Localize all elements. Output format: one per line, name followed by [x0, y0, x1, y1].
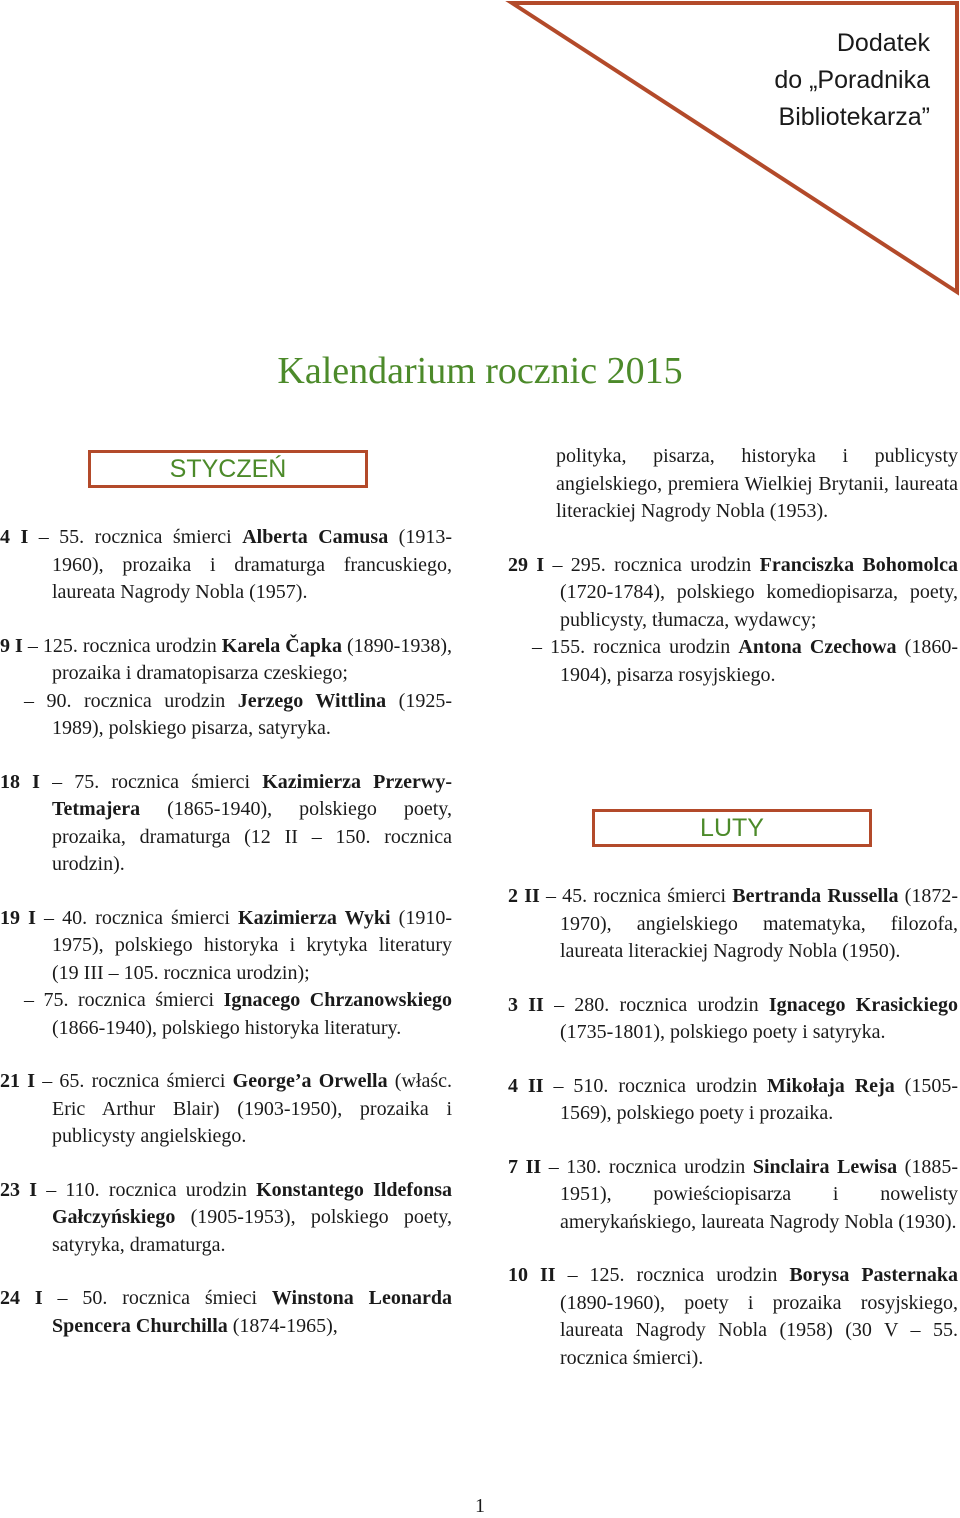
entry-description: (1885-1951), powieściopisarza i nowelisty amerykańskiego, laureata Nagrody Nobla (1930). — [560, 1155, 958, 1233]
entry-prefix: – 155. rocznica urodzin — [532, 636, 739, 658]
supplement-label — [730, 25, 930, 136]
entry-person: Winstona Leonarda Spencera Churchilla — [52, 1287, 453, 1337]
entry-date: 4 I — [0, 526, 29, 548]
entry-29-I — [508, 552, 958, 690]
entry-prefix: – 280. rocznica urodzin — [554, 993, 769, 1016]
entry-prefix: – 295. rocznica urodzin — [552, 553, 760, 576]
entry-prefix: – 75. rocznica śmierci — [52, 770, 263, 793]
entry-description: (1865-1940), polskiego poety, prozaika, dramaturga (12 II – 150. rocznica urodzin). — [52, 798, 452, 875]
supplement-line-1: Dodatek — [836, 29, 930, 57]
entry-date: 21 I — [0, 1070, 35, 1092]
entry-description: (1872-1970), angielskiego matematyka, filozofa, laureata literackiej Nagrody Nobla (1950). — [560, 885, 958, 962]
entry-description: (1720-1784), polskiego komediopisarza, poety, publicysty, tłumacza, wydawcy; — [560, 581, 958, 631]
supplement-line-2: do „Poradnika — [774, 66, 930, 94]
entry-person: Kazimierza Wyki — [238, 906, 391, 929]
entry-21-I — [0, 1068, 452, 1151]
right-column-bottom — [508, 883, 958, 1398]
entry-date: 18 I — [0, 770, 40, 793]
supplement-line-3: Bibliotekarza” — [778, 103, 930, 131]
entry-person: Ignacego Chrzanowskiego — [223, 989, 452, 1011]
entry-person: Jerzego Wittlina — [237, 689, 387, 712]
entry-description: (1913-1960), prozaika i dramaturga francuskiego, laureata Nagrody Nobla (1957). — [52, 526, 452, 603]
entry-4-II — [508, 1073, 958, 1128]
entry-description: (1866-1940), polskiego historyka literatury. — [52, 1016, 402, 1039]
entry-description: (1874-1965), — [227, 1314, 338, 1337]
entry-description: (1505-1569), polskiego poety i prozaika. — [560, 1074, 958, 1124]
entry-description: (1925-1989), polskiego pisarza, satyryka. — [52, 689, 452, 739]
entry-description: (właśc. Eric Arthur Blair) (1903-1950), prozaika i publicysty angielskiego. — [52, 1070, 453, 1147]
entry-person: Mikołaja Reja — [767, 1074, 895, 1097]
entry-24-I-continuation — [508, 443, 958, 526]
entry-date: 24 I — [0, 1287, 43, 1309]
entry-4-I — [0, 524, 452, 607]
entry-prefix: – 75. rocznica śmierci — [24, 989, 224, 1011]
entry-prefix: – 130. rocznica urodzin — [548, 1155, 753, 1178]
entry-person: Ignacego Krasickiego — [768, 993, 958, 1016]
entry-prefix: – 40. rocznica śmierci — [44, 906, 239, 929]
month-heading-february: LUTY — [592, 809, 872, 847]
entry-date: 7 II — [508, 1155, 542, 1178]
entry-prefix: – 510. rocznica urodzin — [553, 1074, 768, 1097]
entry-3-II — [508, 992, 958, 1047]
entry-date: 23 I — [0, 1178, 37, 1201]
entry-person: George’a Orwella — [232, 1070, 388, 1092]
entry-description: (1890-1960), poety i prozaika rosyjskiego, laureata Nagrody Nobla (1958) (30 V – 55. rocznica śmierci). — [560, 1291, 958, 1369]
entry-prefix: – 110. rocznica urodzin — [46, 1178, 257, 1201]
entry-23-I — [0, 1177, 452, 1260]
entry-2-II — [508, 883, 958, 966]
entry-prefix: – 65. rocznica śmierci — [42, 1070, 233, 1092]
entry-19-I — [0, 905, 452, 1043]
entry-person: Bertranda Russella — [732, 885, 899, 907]
entry-date: 29 I — [508, 553, 545, 576]
entry-24-I — [0, 1285, 452, 1340]
page-title: Kalendarium rocznic 2015 — [277, 350, 683, 392]
entry-description: (1860-1904), pisarza rosyjskiego. — [560, 636, 958, 686]
entry-prefix: – 55. rocznica śmierci — [38, 526, 243, 548]
left-column — [0, 524, 452, 1366]
entry-18-I — [0, 769, 452, 879]
page-number: 1 — [475, 1495, 485, 1517]
entry-description: (1735-1801), polskiego poety i satyryka. — [560, 1021, 886, 1043]
entry-person: Borysa Pasternaka — [789, 1264, 958, 1286]
right-column-top — [508, 443, 958, 715]
entry-prefix: – 90. rocznica urodzin — [24, 689, 238, 712]
entry-date: 3 II — [508, 993, 544, 1016]
entry-person: Alberta Camusa — [242, 526, 389, 548]
month-heading-january: STYCZEŃ — [88, 450, 368, 488]
entry-date: 4 II — [508, 1074, 544, 1097]
entry-description: polityka, pisarza, historyka i publicysty angielskiego, premiera Wielkiej Brytanii, laureata literackiej Nagrody Nobla (1953). — [556, 445, 958, 522]
entry-description: (1905-1953), polskiego poety, satyryka, dramaturga. — [52, 1206, 452, 1256]
entry-date: 19 I — [0, 906, 36, 929]
entry-prefix: – 45. rocznica śmierci — [545, 885, 733, 907]
entry-person: Sinclaira Lewisa — [752, 1155, 898, 1178]
entry-description: (1910-1975), polskiego historyka i krytyka literatury (19 III – 105. rocznica urodzin); — [52, 906, 452, 984]
entry-person: Konstantego Ildefonsa Gałczyńskiego — [52, 1178, 452, 1228]
entry-prefix: – 50. rocznica śmieci — [57, 1287, 272, 1309]
entry-date: 10 II — [508, 1264, 556, 1286]
entry-date: 9 I — [0, 634, 23, 657]
entry-prefix: – 125. rocznica urodzin — [567, 1264, 790, 1286]
entry-person: Karela Čapka — [221, 634, 342, 657]
entry-description: (1890-1938), prozaika i dramatopisarza czeskiego; — [52, 634, 452, 684]
entry-9-I — [0, 633, 452, 743]
entry-person: Franciszka Bohomolca — [759, 553, 958, 576]
entry-date: 2 II — [508, 885, 540, 907]
entry-10-II — [508, 1262, 958, 1372]
entry-prefix: – 125. rocznica urodzin — [27, 634, 222, 657]
entry-person: Kazimierza Przerwy-Tetmajera — [52, 770, 453, 820]
entry-person: Antona Czechowa — [738, 636, 897, 658]
entry-7-II — [508, 1154, 958, 1237]
